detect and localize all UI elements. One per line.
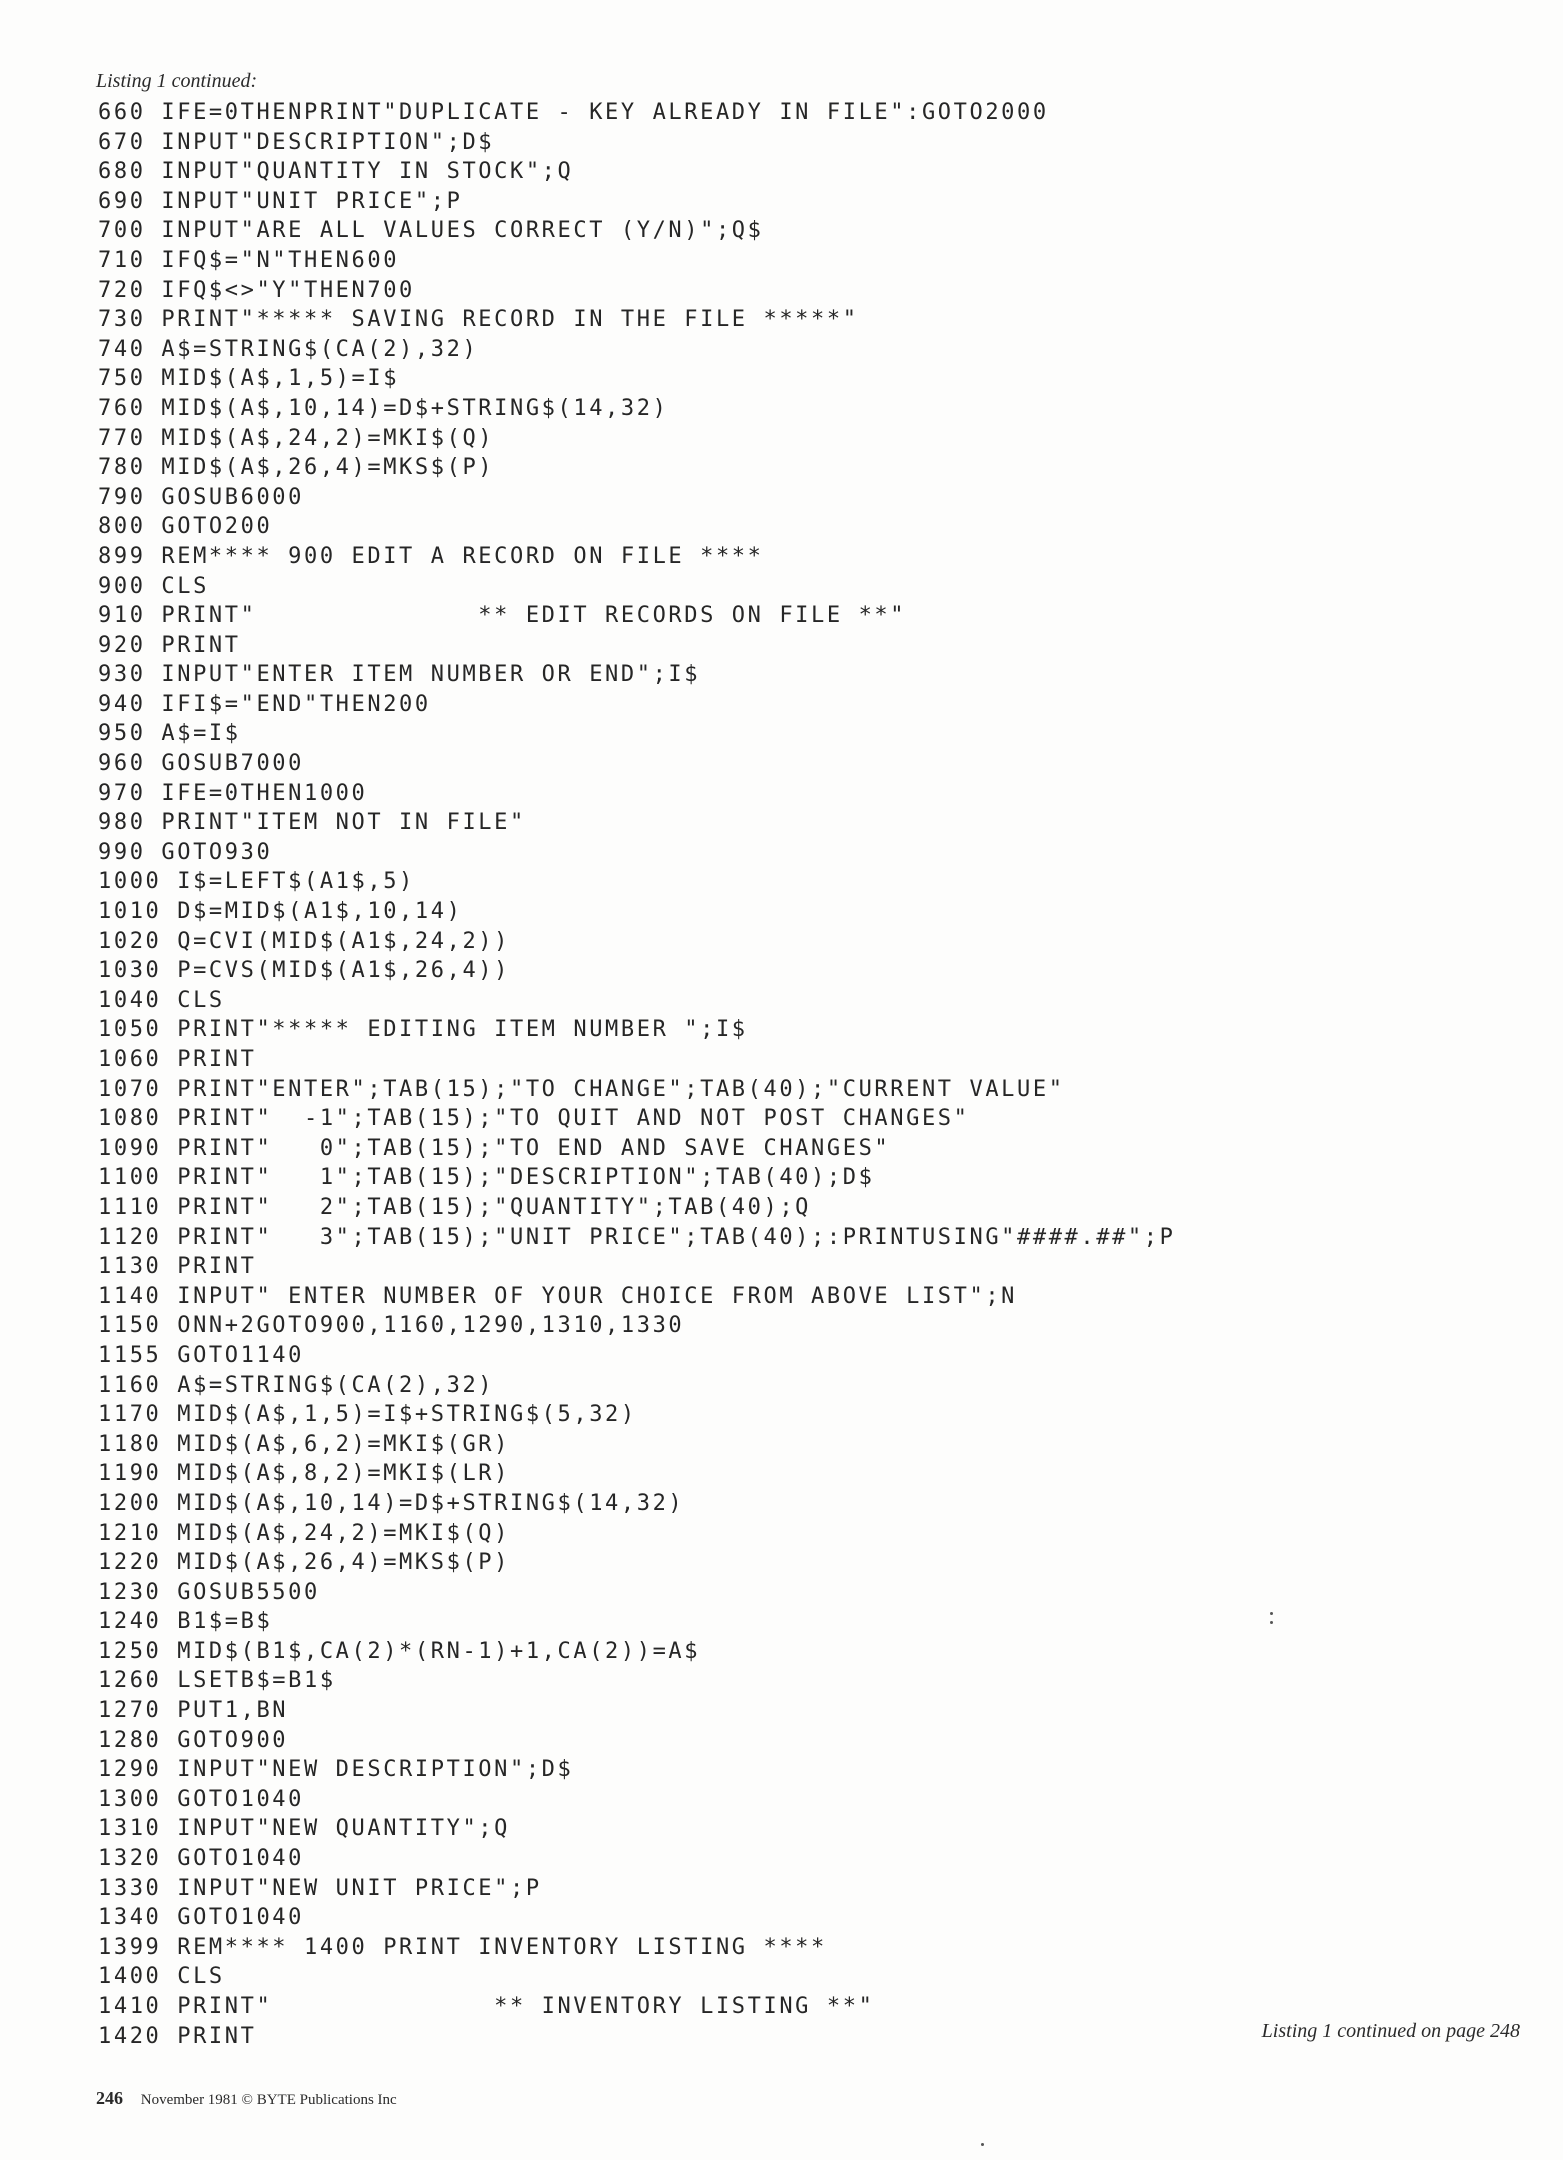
code-line: 670 INPUT"DESCRIPTION";D$ (98, 129, 495, 155)
code-line: 940 IFI$="END"THEN200 (98, 691, 431, 717)
continued-note: Listing 1 continued on page 248 (1261, 2020, 1520, 2042)
listing-caption: Listing 1 continued: (96, 70, 258, 92)
code-line: 1160 A$=STRING$(CA(2),32) (98, 1372, 495, 1398)
code-line: 1080 PRINT" -1";TAB(15);"TO QUIT AND NOT POST CHANGES" (98, 1106, 970, 1132)
code-line: 710 IFQ$="N"THEN600 (98, 247, 400, 273)
code-line: 1050 PRINT"***** EDITING ITEM NUMBER ";I$ (98, 1017, 748, 1043)
code-line: 1220 MID$(A$,26,4)=MKS$(P) (98, 1550, 510, 1576)
code-line: 700 INPUT"ARE ALL VALUES CORRECT (Y/N)";Q$ (98, 218, 764, 244)
code-line: 1180 MID$(A$,6,2)=MKI$(GR) (98, 1431, 510, 1457)
page-footer (96, 2088, 397, 2109)
code-line: 1190 MID$(A$,8,2)=MKI$(LR) (98, 1461, 510, 1487)
code-line: 980 PRINT"ITEM NOT IN FILE" (98, 810, 526, 836)
code-line: 800 GOTO200 (98, 514, 273, 540)
code-line: 920 PRINT (98, 632, 241, 658)
code-line: 1250 MID$(B1$,CA(2)*(RN-1)+1,CA(2))=A$ (98, 1638, 701, 1664)
code-line: 1400 CLS (98, 1964, 225, 1990)
code-line: 1130 PRINT (98, 1254, 257, 1280)
publication-credit: November 1981 © BYTE Publications Inc (140, 2092, 397, 2108)
code-line: 720 IFQ$<>"Y"THEN700 (98, 277, 415, 303)
code-line: 790 GOSUB6000 (98, 484, 304, 510)
code-line: 1170 MID$(A$,1,5)=I$+STRING$(5,32) (98, 1402, 637, 1428)
code-line: 1260 LSETB$=B1$ (98, 1668, 336, 1694)
code-line: 660 IFE=0THENPRINT"DUPLICATE - KEY ALREADY IN FILE":GOTO2000 (98, 100, 1049, 125)
code-line: 1150 ONN+2GOTO900,1160,1290,1310,1330 (98, 1313, 685, 1339)
code-line: 930 INPUT"ENTER ITEM NUMBER OR END";I$ (98, 662, 701, 688)
code-line: 900 CLS (98, 573, 209, 599)
code-line: 740 A$=STRING$(CA(2),32) (98, 336, 479, 362)
print-speck (1270, 1612, 1273, 1615)
code-line: 760 MID$(A$,10,14)=D$+STRING$(14,32) (98, 395, 669, 421)
code-line: 1300 GOTO1040 (98, 1786, 304, 1812)
code-line: 730 PRINT"***** SAVING RECORD IN THE FILE *****" (98, 307, 859, 333)
code-line: 1200 MID$(A$,10,14)=D$+STRING$(14,32) (98, 1490, 685, 1516)
code-line: 1090 PRINT" 0";TAB(15);"TO END AND SAVE CHANGES" (98, 1135, 891, 1161)
code-line: 970 IFE=0THEN1000 (98, 780, 368, 806)
code-line: 1310 INPUT"NEW QUANTITY";Q (98, 1816, 510, 1842)
code-line: 1010 D$=MID$(A1$,10,14) (98, 899, 463, 925)
code-line: 1070 PRINT"ENTER";TAB(15);"TO CHANGE";TAB(40);"CURRENT VALUE" (98, 1076, 1065, 1102)
code-line: 1120 PRINT" 3";TAB(15);"UNIT PRICE";TAB(40);:PRINTUSING"####.##";P (98, 1224, 1176, 1250)
code-line: 1110 PRINT" 2";TAB(15);"QUANTITY";TAB(40);Q (98, 1194, 812, 1220)
code-line: 1320 GOTO1040 (98, 1846, 304, 1872)
code-line: 680 INPUT"QUANTITY IN STOCK";Q (98, 159, 574, 185)
code-line: 1060 PRINT (98, 1047, 257, 1072)
code-line: 1140 INPUT" ENTER NUMBER OF YOUR CHOICE FROM ABOVE LIST";N (98, 1283, 1018, 1309)
code-line: 1399 REM**** 1400 PRINT INVENTORY LISTING **** (98, 1934, 827, 1960)
print-speck (1270, 1621, 1273, 1624)
code-line: 1155 GOTO1140 (98, 1342, 304, 1368)
print-speck (981, 2143, 984, 2146)
code-line: 1290 INPUT"NEW DESCRIPTION";D$ (98, 1757, 574, 1783)
code-line: 960 GOSUB7000 (98, 751, 304, 777)
code-line: 1240 B1$=B$ (98, 1609, 273, 1635)
code-line: 780 MID$(A$,26,4)=MKS$(P) (98, 455, 495, 481)
code-line: 1100 PRINT" 1";TAB(15);"DESCRIPTION";TAB(40);D$ (98, 1165, 875, 1191)
code-line: 1040 CLS (98, 987, 225, 1013)
code-line: 1330 INPUT"NEW UNIT PRICE";P (98, 1875, 542, 1901)
code-line: 990 GOTO930 (98, 839, 273, 865)
code-line: 770 MID$(A$,24,2)=MKI$(Q) (98, 425, 495, 451)
code-line: 1000 I$=LEFT$(A1$,5) (98, 869, 415, 895)
code-line: 1270 PUT1,BN (98, 1698, 289, 1724)
code-line: 1280 GOTO900 (98, 1727, 289, 1753)
code-line: 1410 PRINT" ** INVENTORY LISTING **" (98, 1994, 875, 2019)
code-line: 910 PRINT" ** EDIT RECORDS ON FILE **" (98, 603, 907, 629)
code-line: 899 REM**** 900 EDIT A RECORD ON FILE **** (98, 543, 764, 569)
code-line: 690 INPUT"UNIT PRICE";P (98, 188, 463, 214)
code-line: 1340 GOTO1040 (98, 1905, 304, 1931)
page-number: 246 (96, 2088, 123, 2108)
code-line: 1210 MID$(A$,24,2)=MKI$(Q) (98, 1520, 510, 1546)
code-line: 950 A$=I$ (98, 721, 241, 747)
code-line: 750 MID$(A$,1,5)=I$ (98, 366, 400, 392)
code-listing (98, 98, 1518, 2051)
code-line: 1030 P=CVS(MID$(A1$,26,4)) (98, 958, 510, 984)
code-line: 1230 GOSUB5500 (98, 1579, 320, 1605)
code-line: 1020 Q=CVI(MID$(A1$,24,2)) (98, 928, 510, 954)
code-line: 1420 PRINT (98, 2023, 257, 2049)
